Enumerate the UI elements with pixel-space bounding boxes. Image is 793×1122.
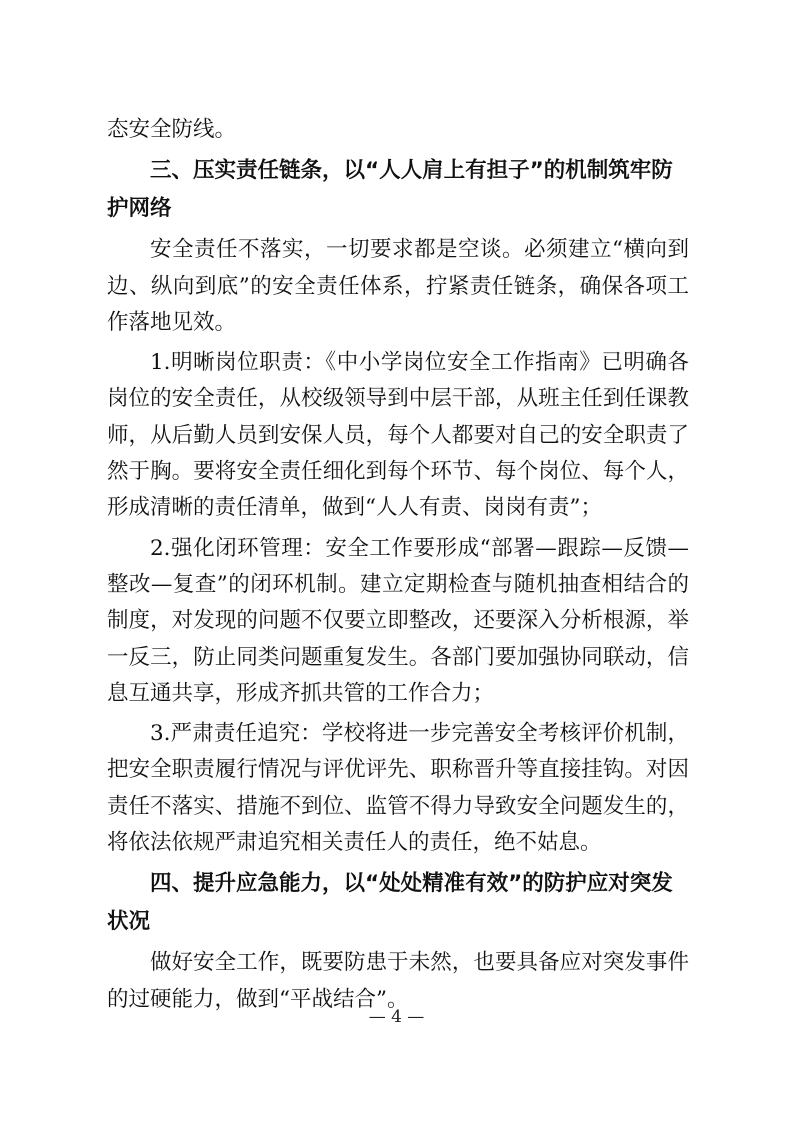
section-heading-4: 四、提升应急能力，以“处处精准有效”的防护应对突发状况 bbox=[107, 871, 673, 935]
page-number: — 4 — bbox=[368, 1007, 425, 1027]
paragraph-section3-intro: 安全责任不落实，一切要求都是空谈。必须建立“横向到边、纵向到底”的安全责任体系，拧紧责任链条，确保各项工作落地见效。 bbox=[107, 237, 689, 335]
document-body bbox=[107, 112, 689, 1018]
paragraph-item-2: 2.强化闭环管理：安全工作要形成“部署—跟踪—反馈—整改—复查”的闭环机制。建立定期检查与随机抽查相结合的制度，对发现的问题不仅要立即整改，还要深入分析根源，举一反三，防止同类问题重复发生。各部门要加强协同联动，信息互通共享，形成齐抓共管的工作合力； bbox=[107, 535, 689, 706]
paragraph-item-3: 3.严肃责任追究：学校将进一步完善安全考核评价机制，把安全职责履行情况与评优评先、职称晋升等直接挂钩。对因责任不落实、措施不到位、监管不得力导致安全问题发生的，将依法依规严肃追究相关责任人的责任，绝不姑息。 bbox=[107, 721, 689, 856]
section-heading-3: 三、压实责任链条，以“人人肩上有担子”的机制筑牢防护网络 bbox=[107, 158, 673, 222]
paragraph-continuation: 态安全防线。 bbox=[107, 117, 237, 142]
paragraph-item-1: 1.明晰岗位职责：《中小学岗位安全工作指南》已明确各岗位的安全责任，从校级领导到中层干部，从班主任到任课教师，从后勤人员到安保人员，每个人都要对自己的安全职责了然于胸。要将安全责任细化到每个环节、每个岗位、每个人，形成清晰的责任清单，做到“人人有责、岗岗有责”； bbox=[107, 350, 689, 521]
paragraph-section4-intro: 做好安全工作，既要防患于未然，也要具备应对突发事件的过硬能力，做到“平战结合”。 bbox=[107, 950, 689, 1012]
